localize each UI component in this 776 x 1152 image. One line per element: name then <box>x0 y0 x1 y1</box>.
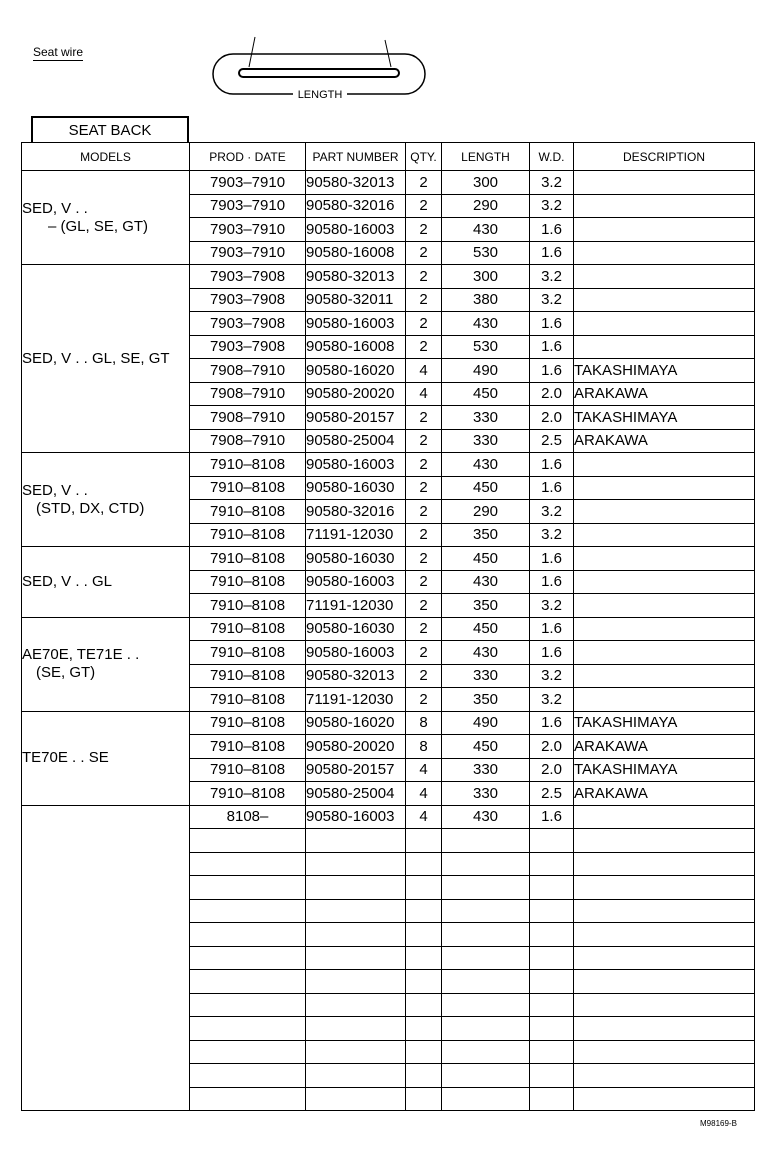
cell-qty: 2 <box>406 641 442 665</box>
cell-prod: 7910–8108 <box>190 688 306 712</box>
cell-qty <box>406 852 442 876</box>
cell-desc <box>574 664 755 688</box>
cell-part: 90580-20157 <box>306 758 406 782</box>
cell-part: 90580-16020 <box>306 359 406 383</box>
cell-length: 450 <box>442 547 530 571</box>
cell-part: 90580-32016 <box>306 194 406 218</box>
cell-prod: 7910–8108 <box>190 547 306 571</box>
cell-wd: 3.2 <box>530 688 574 712</box>
cell-length <box>442 993 530 1017</box>
model-line: (SE, GT) <box>36 664 96 681</box>
cell-desc <box>574 335 755 359</box>
cell-qty <box>406 1040 442 1064</box>
cell-wd: 1.6 <box>530 641 574 665</box>
cell-qty: 2 <box>406 476 442 500</box>
model-cell <box>22 171 190 265</box>
cell-wd: 1.6 <box>530 570 574 594</box>
model-line: TE70E . . SE <box>22 749 109 766</box>
table-row <box>22 547 755 571</box>
cell-wd <box>530 993 574 1017</box>
cell-prod: 7910–8108 <box>190 758 306 782</box>
cell-qty: 2 <box>406 523 442 547</box>
cell-part: 90580-32013 <box>306 664 406 688</box>
cell-part: 90580-16003 <box>306 453 406 477</box>
cell-prod <box>190 876 306 900</box>
cell-part <box>306 923 406 947</box>
model-cell <box>22 453 190 547</box>
column-header: MODELS <box>22 143 190 171</box>
cell-desc <box>574 876 755 900</box>
cell-wd: 2.5 <box>530 429 574 453</box>
column-header: DESCRIPTION <box>574 143 755 171</box>
cell-wd: 3.2 <box>530 664 574 688</box>
model-line: SED, V . . <box>22 481 88 499</box>
seat-wire-label: Seat wire <box>33 45 84 59</box>
section-title: SEAT BACK <box>31 116 189 142</box>
cell-part: 90580-25004 <box>306 429 406 453</box>
cell-qty: 2 <box>406 241 442 265</box>
cell-prod <box>190 993 306 1017</box>
column-header: LENGTH <box>442 143 530 171</box>
model-cell <box>22 617 190 711</box>
cell-prod <box>190 1087 306 1111</box>
cell-desc <box>574 288 755 312</box>
cell-qty <box>406 1064 442 1088</box>
cell-prod: 7910–8108 <box>190 735 306 759</box>
cell-length <box>442 899 530 923</box>
cell-prod: 7903–7908 <box>190 335 306 359</box>
cell-wd <box>530 899 574 923</box>
seat-wire-diagram <box>205 32 435 104</box>
cell-prod: 7908–7910 <box>190 382 306 406</box>
cell-length: 430 <box>442 218 530 242</box>
cell-qty: 4 <box>406 758 442 782</box>
cell-length: 330 <box>442 429 530 453</box>
cell-prod: 7903–7908 <box>190 265 306 289</box>
cell-qty: 4 <box>406 782 442 806</box>
cell-prod <box>190 899 306 923</box>
cell-qty <box>406 970 442 994</box>
cell-qty: 2 <box>406 547 442 571</box>
cell-wd: 1.6 <box>530 218 574 242</box>
cell-prod: 7903–7910 <box>190 241 306 265</box>
cell-qty: 8 <box>406 735 442 759</box>
cell-desc <box>574 899 755 923</box>
cell-length: 430 <box>442 453 530 477</box>
column-header: PART NUMBER <box>306 143 406 171</box>
cell-part: 90580-32011 <box>306 288 406 312</box>
cell-wd: 3.2 <box>530 265 574 289</box>
cell-desc <box>574 829 755 853</box>
cell-qty: 4 <box>406 805 442 829</box>
cell-wd <box>530 829 574 853</box>
cell-length: 450 <box>442 382 530 406</box>
cell-desc <box>574 1087 755 1111</box>
cell-part: 90580-16030 <box>306 476 406 500</box>
length-pointer-left <box>249 37 255 67</box>
cell-desc <box>574 312 755 336</box>
cell-qty <box>406 946 442 970</box>
cell-wd: 1.6 <box>530 547 574 571</box>
cell-prod: 7903–7910 <box>190 218 306 242</box>
cell-wd <box>530 970 574 994</box>
cell-qty <box>406 1017 442 1041</box>
cell-wd: 2.0 <box>530 382 574 406</box>
cell-length <box>442 923 530 947</box>
cell-length: 450 <box>442 617 530 641</box>
cell-length: 300 <box>442 265 530 289</box>
cell-desc: TAKASHIMAYA <box>574 758 755 782</box>
cell-wd: 1.6 <box>530 453 574 477</box>
cell-part <box>306 1040 406 1064</box>
cell-wd: 2.0 <box>530 735 574 759</box>
column-header: QTY. <box>406 143 442 171</box>
cell-prod <box>190 1017 306 1041</box>
cell-prod: 7910–8108 <box>190 711 306 735</box>
cell-part: 90580-32013 <box>306 265 406 289</box>
cell-prod: 7903–7908 <box>190 288 306 312</box>
cell-desc <box>574 923 755 947</box>
model-line: AE70E, TE71E . . <box>22 646 140 663</box>
table-row <box>22 711 755 735</box>
cell-length: 290 <box>442 500 530 524</box>
cell-prod: 7908–7910 <box>190 359 306 383</box>
model-cell <box>22 265 190 453</box>
cell-qty: 2 <box>406 312 442 336</box>
cell-prod: 7910–8108 <box>190 476 306 500</box>
cell-part: 90580-32016 <box>306 500 406 524</box>
cell-part <box>306 946 406 970</box>
cell-wd: 3.2 <box>530 171 574 195</box>
cell-prod: 7908–7910 <box>190 406 306 430</box>
cell-part: 90580-32013 <box>306 171 406 195</box>
cell-qty: 8 <box>406 711 442 735</box>
cell-wd: 3.2 <box>530 500 574 524</box>
cell-qty: 2 <box>406 288 442 312</box>
cell-qty <box>406 899 442 923</box>
cell-prod: 7910–8108 <box>190 570 306 594</box>
table-row <box>22 265 755 289</box>
length-label: LENGTH <box>297 89 343 101</box>
cell-part: 90580-16003 <box>306 570 406 594</box>
cell-qty <box>406 1087 442 1111</box>
cell-length <box>442 829 530 853</box>
cell-wd <box>530 1017 574 1041</box>
cell-desc <box>574 241 755 265</box>
cell-part: 71191-12030 <box>306 594 406 618</box>
cell-desc <box>574 570 755 594</box>
cell-length: 530 <box>442 241 530 265</box>
cell-prod: 7910–8108 <box>190 500 306 524</box>
model-line: – (GL, SE, GT) <box>48 217 149 235</box>
cell-prod <box>190 1064 306 1088</box>
cell-prod <box>190 852 306 876</box>
cell-part <box>306 1017 406 1041</box>
cell-qty: 2 <box>406 335 442 359</box>
cell-prod: 7910–8108 <box>190 594 306 618</box>
cell-part: 90580-16020 <box>306 711 406 735</box>
cell-part: 90580-16003 <box>306 805 406 829</box>
cell-length: 350 <box>442 594 530 618</box>
cell-desc: ARAKAWA <box>574 782 755 806</box>
cell-prod: 7910–8108 <box>190 664 306 688</box>
cell-part: 90580-20020 <box>306 382 406 406</box>
cell-qty: 2 <box>406 194 442 218</box>
cell-length: 430 <box>442 570 530 594</box>
cell-part <box>306 1064 406 1088</box>
cell-desc: TAKASHIMAYA <box>574 406 755 430</box>
cell-desc <box>574 688 755 712</box>
cell-length <box>442 970 530 994</box>
cell-desc <box>574 523 755 547</box>
cell-length: 330 <box>442 782 530 806</box>
cell-part: 90580-16003 <box>306 312 406 336</box>
model-line: (STD, DX, CTD) <box>36 499 145 517</box>
cell-length: 290 <box>442 194 530 218</box>
cell-prod: 7908–7910 <box>190 429 306 453</box>
cell-wd: 3.2 <box>530 523 574 547</box>
cell-qty: 2 <box>406 664 442 688</box>
cell-length: 330 <box>442 664 530 688</box>
cell-part: 90580-16008 <box>306 335 406 359</box>
cell-qty: 2 <box>406 594 442 618</box>
cell-wd: 1.6 <box>530 359 574 383</box>
cell-desc: TAKASHIMAYA <box>574 359 755 383</box>
cell-desc <box>574 1040 755 1064</box>
cell-wd: 1.6 <box>530 805 574 829</box>
cell-qty <box>406 829 442 853</box>
cell-prod: 7910–8108 <box>190 782 306 806</box>
cell-desc <box>574 547 755 571</box>
cell-desc: ARAKAWA <box>574 429 755 453</box>
cell-wd: 1.6 <box>530 476 574 500</box>
cell-length: 430 <box>442 641 530 665</box>
cell-prod <box>190 946 306 970</box>
cell-length: 350 <box>442 523 530 547</box>
cell-length <box>442 852 530 876</box>
cell-desc <box>574 805 755 829</box>
cell-part: 71191-12030 <box>306 688 406 712</box>
cell-qty: 2 <box>406 171 442 195</box>
model-line: SED, V . . GL, SE, GT <box>22 349 170 367</box>
cell-part: 90580-20157 <box>306 406 406 430</box>
cell-length: 530 <box>442 335 530 359</box>
cell-qty: 2 <box>406 500 442 524</box>
cell-qty <box>406 923 442 947</box>
cell-qty: 2 <box>406 406 442 430</box>
cell-part: 90580-16003 <box>306 641 406 665</box>
column-header: PROD · DATE <box>190 143 306 171</box>
cell-prod <box>190 923 306 947</box>
cell-wd <box>530 1087 574 1111</box>
cell-qty: 2 <box>406 570 442 594</box>
cell-length: 430 <box>442 805 530 829</box>
cell-prod <box>190 1040 306 1064</box>
cell-prod: 7910–8108 <box>190 641 306 665</box>
cell-qty: 2 <box>406 429 442 453</box>
cell-wd <box>530 1064 574 1088</box>
cell-desc <box>574 641 755 665</box>
seat-wire-table <box>21 142 755 1111</box>
cell-desc <box>574 617 755 641</box>
cell-part: 90580-16003 <box>306 218 406 242</box>
cell-part: 90580-16008 <box>306 241 406 265</box>
cell-length: 450 <box>442 476 530 500</box>
cell-part <box>306 993 406 1017</box>
cell-prod: 7903–7910 <box>190 171 306 195</box>
cell-length: 380 <box>442 288 530 312</box>
cell-desc <box>574 500 755 524</box>
table-row <box>22 453 755 477</box>
cell-qty <box>406 876 442 900</box>
column-header: W.D. <box>530 143 574 171</box>
cell-wd: 1.6 <box>530 312 574 336</box>
cell-prod: 8108– <box>190 805 306 829</box>
figure-code: M98169-B <box>700 1119 737 1128</box>
cell-wd: 3.2 <box>530 194 574 218</box>
cell-wd <box>530 876 574 900</box>
cell-desc <box>574 594 755 618</box>
cell-desc <box>574 852 755 876</box>
cell-prod: 7903–7908 <box>190 312 306 336</box>
cell-desc: TAKASHIMAYA <box>574 711 755 735</box>
wire-hook-left <box>239 69 399 77</box>
cell-part: 90580-25004 <box>306 782 406 806</box>
cell-desc <box>574 265 755 289</box>
cell-part <box>306 1087 406 1111</box>
cell-length: 490 <box>442 359 530 383</box>
cell-wd <box>530 946 574 970</box>
cell-wd: 1.6 <box>530 617 574 641</box>
model-cell <box>22 805 190 1111</box>
cell-part: 71191-12030 <box>306 523 406 547</box>
cell-length: 330 <box>442 406 530 430</box>
cell-part: 90580-16030 <box>306 617 406 641</box>
table-header-row <box>22 143 755 171</box>
cell-part <box>306 852 406 876</box>
model-line: SED, V . . GL <box>22 572 113 590</box>
cell-length: 300 <box>442 171 530 195</box>
table-row <box>22 805 755 829</box>
cell-length <box>442 1017 530 1041</box>
cell-desc: ARAKAWA <box>574 735 755 759</box>
cell-prod: 7910–8108 <box>190 617 306 641</box>
cell-qty: 2 <box>406 453 442 477</box>
cell-wd <box>530 852 574 876</box>
cell-wd: 3.2 <box>530 594 574 618</box>
cell-qty: 4 <box>406 382 442 406</box>
cell-length: 350 <box>442 688 530 712</box>
cell-length <box>442 1064 530 1088</box>
cell-desc <box>574 946 755 970</box>
cell-part <box>306 876 406 900</box>
cell-wd: 1.6 <box>530 241 574 265</box>
cell-length <box>442 1040 530 1064</box>
cell-desc <box>574 194 755 218</box>
cell-wd: 2.0 <box>530 758 574 782</box>
cell-part <box>306 829 406 853</box>
cell-part <box>306 899 406 923</box>
cell-prod: 7910–8108 <box>190 523 306 547</box>
cell-part: 90580-20020 <box>306 735 406 759</box>
cell-qty: 2 <box>406 265 442 289</box>
table-row <box>22 171 755 195</box>
cell-wd: 3.2 <box>530 288 574 312</box>
cell-desc <box>574 993 755 1017</box>
cell-desc <box>574 171 755 195</box>
cell-wd <box>530 923 574 947</box>
cell-qty: 4 <box>406 359 442 383</box>
cell-desc <box>574 476 755 500</box>
cell-prod <box>190 970 306 994</box>
cell-length <box>442 1087 530 1111</box>
cell-length <box>442 876 530 900</box>
cell-prod: 7903–7910 <box>190 194 306 218</box>
cell-wd: 2.0 <box>530 406 574 430</box>
cell-length: 330 <box>442 758 530 782</box>
model-cell <box>22 547 190 618</box>
cell-desc <box>574 970 755 994</box>
table-row <box>22 617 755 641</box>
cell-prod <box>190 829 306 853</box>
model-line: SED, V . . <box>22 199 88 217</box>
cell-length: 490 <box>442 711 530 735</box>
cell-length: 450 <box>442 735 530 759</box>
cell-length <box>442 946 530 970</box>
cell-prod: 7910–8108 <box>190 453 306 477</box>
cell-desc <box>574 218 755 242</box>
cell-wd: 1.6 <box>530 335 574 359</box>
cell-part <box>306 970 406 994</box>
cell-desc <box>574 1017 755 1041</box>
cell-length: 430 <box>442 312 530 336</box>
cell-qty: 2 <box>406 218 442 242</box>
cell-desc: ARAKAWA <box>574 382 755 406</box>
cell-part: 90580-16030 <box>306 547 406 571</box>
cell-qty: 2 <box>406 688 442 712</box>
cell-wd <box>530 1040 574 1064</box>
cell-desc <box>574 453 755 477</box>
cell-desc <box>574 1064 755 1088</box>
cell-wd: 2.5 <box>530 782 574 806</box>
model-cell <box>22 711 190 805</box>
cell-qty: 2 <box>406 617 442 641</box>
cell-wd: 1.6 <box>530 711 574 735</box>
cell-qty <box>406 993 442 1017</box>
